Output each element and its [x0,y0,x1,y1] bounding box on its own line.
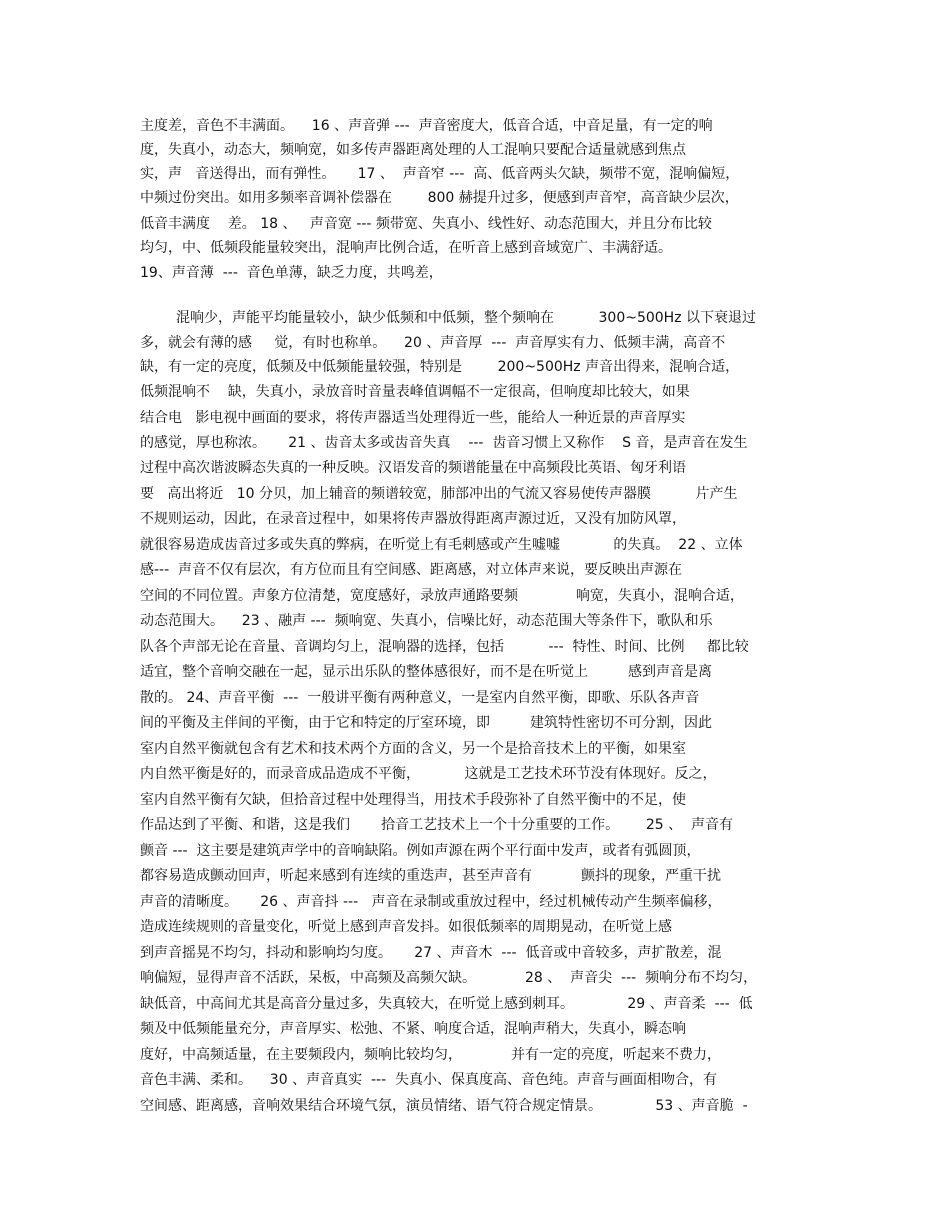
text-line: 空间感、距离感，音响效果结合环境气氛，演员情绪、语气符合规定情景。 53 、声音脆 - [140,1098,748,1114]
text-line: 低频混响不 缺，失真小，录放音时音量表峰值调幅不一定很高，但响度却比较大，如果 [140,384,690,400]
text-line: 散的。 24、声音平衡 --- 一般讲平衡有两种意义，一是室内自然平衡，即歌、乐队各声音 [140,690,700,706]
text-line: 适宜，整个音响交融在一起，显示出乐队的整体感很好，而不是在听觉上 感到声音是离 [140,664,713,680]
text-line: 中频过份突出。如用多频率音调补偿器在 800 赫提升过多，便感到声音窄，高音缺少层次， [140,190,739,206]
text-line: 19、声音薄 --- 音色单薄，缺乏力度，共鸣差， [140,265,443,281]
text-line: 均匀，中、低频段能量较突出，混响声比例合适，在听音上感到音域宽广、丰满舒适。 [140,240,672,256]
text-line: 频及中低频能量充分，声音厚实、松弛、不紧、响度合适，混响声稍大，失真小，瞬态响 [140,1021,686,1037]
text-line: 就很容易造成齿音过多或失真的弊病，在听觉上有毛刺感或产生嘘嘘 的失真。 22 、立体 [140,537,743,553]
text-line: 队各个声部无论在音量、音调均匀上，混响器的选择，包括 --- 特性、时间、比例 都比较 [140,639,749,655]
text-line: 度，失真小，动态大，频响宽，如多传声器距离处理的人工混响只要配合适量就感到焦点 [140,142,686,158]
text-line: 度好，中高频适量，在主要频段内，频响比较均匀， 并有一定的亮度，听起来不费力， [140,1047,721,1063]
text-line: 的感觉，厚也称浓。 21 、齿音太多或齿音失真 --- 齿音习惯上又称作 S 音，是声音在发生 [140,435,748,451]
text-line: 响偏短，显得声音不活跃，呆板，中高频及高频欠缺。 28 、 声音尖 --- 频响分布不均匀， [140,970,758,986]
text-line: 不规则运动，因此，在录音过程中，如果将传声器放得距离声源过近，又没有加防风罩， [140,511,686,527]
text-line: 室内自然平衡就包含有艺术和技术两个方面的含义，另一个是拾音技术上的平衡，如果室 [140,741,686,757]
text-line: 要 高出将近 10 分贝，加上辅音的频谱较宽，肺部冲出的气流又容易使传声器膜 片产生 [140,486,738,502]
text-line: 实，声 音送得出，而有弹性。 17 、 声音窄 --- 高、低音两头欠缺，频带不宽，混响偏短， [140,166,740,182]
text-line: 空间的不同位置。声象方位清楚，宽度感好，录放声通路要频 响宽，失真小，混响合适， [140,588,744,604]
text-line: 混响少，声能平均能量较小，缺少低频和中低频，整个频响在 300~500Hz 以下衰退过 [176,310,756,326]
text-line: 动态范围大。 23 、融声 --- 频响宽、失真小，信噪比好，动态范围大等条件下，歌队和乐 [140,613,713,629]
text-line: 室内自然平衡有欠缺，但拾音过程中处理得当，用技术手段弥补了自然平衡中的不足，使 [140,792,686,808]
text-line: 音色丰满、柔和。 30 、声音真实 --- 失真小、保真度高、音色纯。声音与画面相吻合，有 [140,1072,718,1088]
text-line: 作品达到了平衡、和谐，这是我们 拾音工艺技术上一个十分重要的工作。 25 、 声音有 [140,817,734,833]
text-line: 感--- 声音不仅有层次，有方位而且有空间感、距离感，对立体声来说，要反映出声源在 [140,562,683,578]
text-line: 都容易造成颤动回声，听起来感到有连续的重迭声，甚至声音有 颤抖的现象，严重干扰 [140,868,721,884]
text-line: 多，就会有薄的感 觉，有时也称单。 20 、声音厚 --- 声音厚实有力、低频丰满，高音不 [140,335,726,351]
text-line: 主度差，音色不丰满面。 16 、声音弹 --- 声音密度大，低音合适，中音足量，有一定的响 [140,118,713,134]
text-line: 颤音 --- 这主要是建筑声学中的音响缺陷。例如声源在两个平行面中发声，或者有弧圆顶， [140,843,701,859]
text-line: 结合电 影电视中画面的要求，将传声器适当处理得近一些，能给人一种近景的声音厚实 [140,410,686,426]
text-line: 低音丰满度 差。 18 、 声音宽 --- 频带宽、失真小、线性好、动态范围大，并且分布比较 [140,216,712,232]
text-line: 内自然平衡是好的，而录音成品造成不平衡， 这就是工艺技术环节没有体现好。反之， [140,766,717,782]
text-line: 间的平衡及主伴间的平衡，由于它和特定的厅室环境，即 建筑特性密切不可分割，因此 [140,715,713,731]
text-line: 缺，有一定的亮度，低频及中低频能量较强，特别是 200~500Hz 声音出得来，混响合适， [140,359,740,375]
text-line: 到声音摇晃不均匀，抖动和影响均匀度。 27 、声音木 --- 低音或中音较多，声扩散差，混 [140,945,722,961]
text-line: 造成连续规则的音量变化，听觉上感到声音发抖。如很低频率的周期晃动，在听觉上感 [140,919,672,935]
text-line: 缺低音，中高间尤其是高音分量过多，失真较大，在听觉上感到刺耳。 29 、声音柔 --- 低 [140,996,753,1012]
text-line: 声音的清晰度。 26 、声音抖 --- 声音在录制或重放过程中，经过机械传动产生频率偏移， [140,894,722,910]
text-line: 过程中高次谐波瞬态失真的一种反映。汉语发音的频谱能量在中高频段比英语、匈牙利语 [140,460,686,476]
